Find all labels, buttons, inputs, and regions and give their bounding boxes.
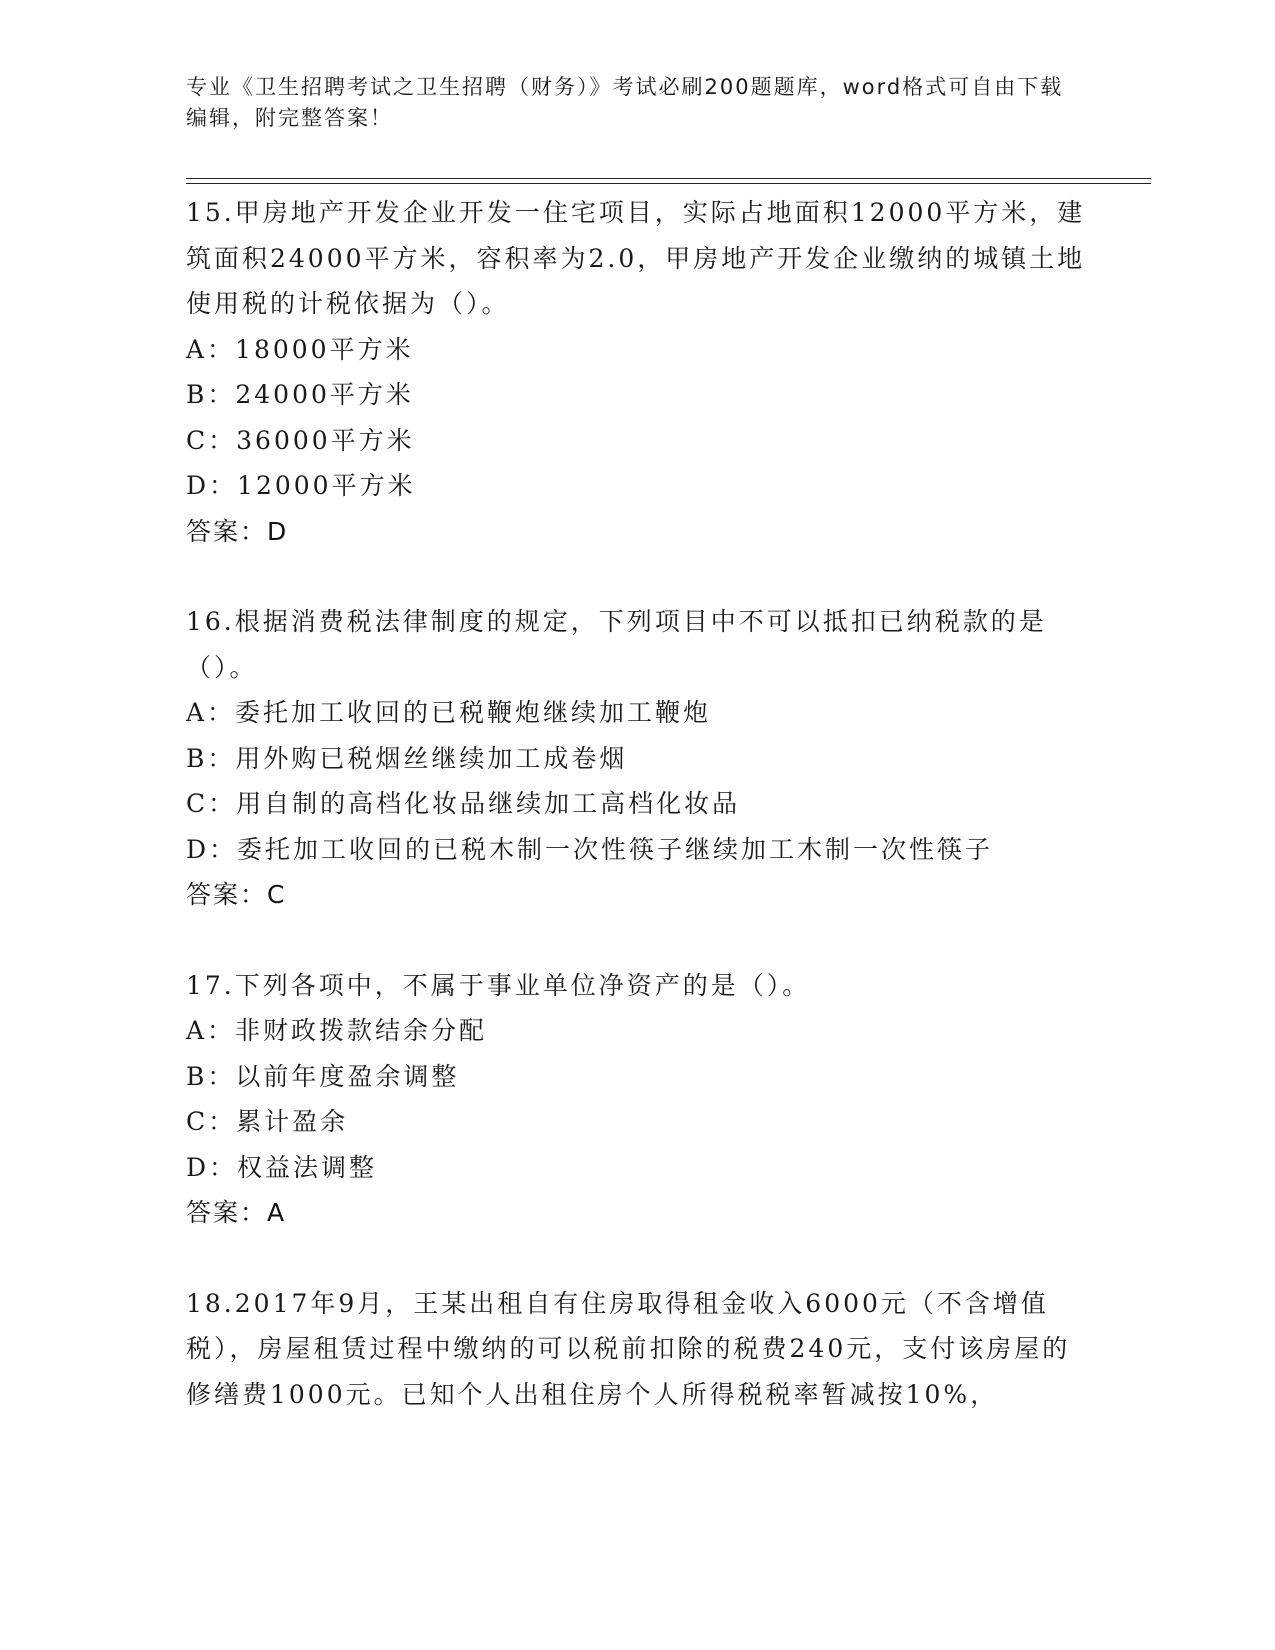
option-c: C：累计盈余 — [186, 1107, 349, 1136]
option-b: B：以前年度盈余调整 — [186, 1061, 460, 1091]
spacer — [186, 554, 1086, 599]
answer-line: 答案：A — [186, 1198, 287, 1227]
header-divider-bottom — [186, 183, 1151, 184]
question-stem: 17.下列各项中，不属于事业单位净资产的是（）。 — [186, 970, 811, 1000]
option-d: D：权益法调整 — [186, 1152, 378, 1182]
option-d: D：12000平方米 — [186, 471, 416, 500]
option-c: C：36000平方米 — [186, 425, 415, 455]
question-stem: 16.根据消费税法律制度的规定，下列项目中不可以抵扣已纳税款的是（）。 — [186, 607, 1047, 682]
question-stem: 18.2017年9月，王某出租自有住房取得租金收入6000元（不含增值税），房屋租赁过程中缴纳的可以税前扣除的税费240元，支付该房屋的修缮费1000元。已知个人出租住房个人所得税税率暂减按10%， — [186, 1288, 1071, 1409]
option-c: C：用自制的高档化妆品继续加工高档化妆品 — [186, 789, 741, 818]
question-16 — [186, 599, 1086, 918]
question-list — [186, 190, 1086, 1417]
option-b: B：用外购已税烟丝继续加工成卷烟 — [186, 743, 628, 773]
spacer — [186, 1236, 1086, 1281]
option-a: A：18000平方米 — [186, 334, 414, 364]
spacer — [186, 918, 1086, 963]
document-header: 专业《卫生招聘考试之卫生招聘（财务）》考试必刷200题题库，word格式可自由下载编辑，附完整答案！ — [186, 75, 1064, 130]
header-divider-top — [186, 178, 1151, 179]
answer-line: 答案：C — [186, 880, 287, 909]
question-18 — [186, 1281, 1086, 1418]
question-17 — [186, 963, 1086, 1236]
option-d: D：委托加工收回的已税木制一次性筷子继续加工木制一次性筷子 — [186, 834, 994, 864]
question-stem: 15.甲房地产开发企业开发一住宅项目，实际占地面积12000平方米，建筑面积24000平方米，容积率为2.0，甲房地产开发企业缴纳的城镇土地使用税的计税依据为（）。 — [186, 198, 1086, 318]
option-b: B：24000平方米 — [186, 380, 414, 409]
question-15 — [186, 190, 1086, 554]
option-a: A：非财政拨款结余分配 — [186, 1016, 488, 1045]
answer-line: 答案：D — [186, 516, 289, 546]
option-a: A：委托加工收回的已税鞭炮继续加工鞭炮 — [186, 698, 712, 727]
